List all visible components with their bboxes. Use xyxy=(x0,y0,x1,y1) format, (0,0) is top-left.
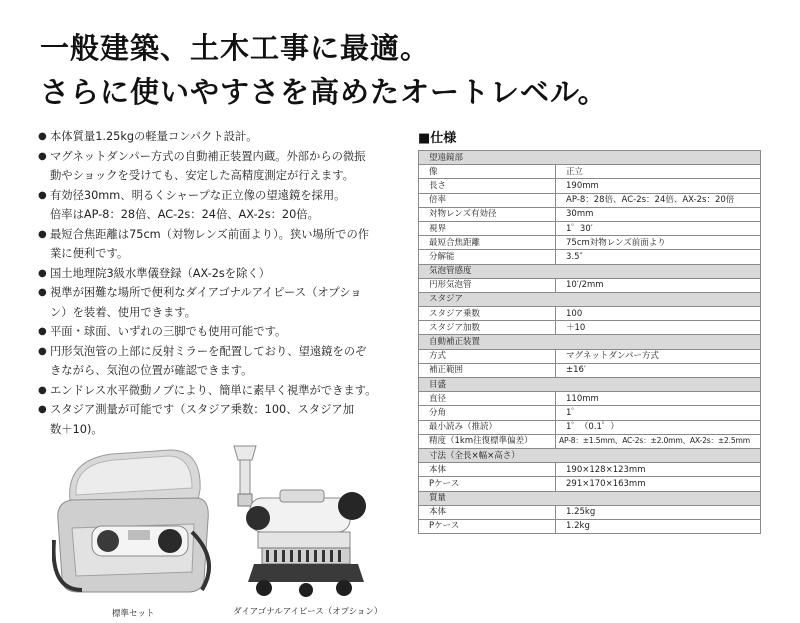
feature-text: ● 国土地理院3級水準儀登録（AX-2sを除く） xyxy=(50,266,270,280)
spec-value: ＋10 xyxy=(556,321,761,335)
spec-key: 円形気泡管 xyxy=(419,278,556,292)
feature-text: ● 本体質量1.25kgの軽量コンパクト設計。 xyxy=(50,130,258,143)
spec-key: 倍率 xyxy=(419,193,556,207)
auto-level-image xyxy=(228,440,368,602)
spec-key: 精度（1km往復標準偏差） xyxy=(419,434,556,448)
spec-value: 30mm xyxy=(556,207,761,221)
spec-value: ±16′ xyxy=(556,363,761,377)
spec-value: AP-8：28倍、AC-2s：24倍、AX-2s：20倍 xyxy=(556,193,761,207)
caption-diagonal-eyepiece: ダイアゴナルアイピース（オプション） xyxy=(233,607,383,617)
feature-text: ● 最短合焦距離は75cm（対物レンズ前面より）。狭い場所での作 xyxy=(50,227,370,241)
spec-key: Pケース xyxy=(419,477,556,491)
spec-section-label: 望遠鏡部 xyxy=(419,151,761,165)
feature-text: ● 円形気泡管の上部に反射ミラーを配置しており、望遠鏡をのぞ xyxy=(50,344,367,358)
spec-row xyxy=(419,463,761,477)
spec-row xyxy=(419,165,761,179)
feature-item xyxy=(38,322,383,342)
feature-text: 動やショックを受けても、安定した高精度測定が行えます。 xyxy=(50,169,354,182)
feature-list xyxy=(38,127,383,439)
feature-text: ン）を装着、使用できます。 xyxy=(50,305,196,319)
spec-value: 110mm xyxy=(556,392,761,406)
feature-text: 数＋10)。 xyxy=(50,422,103,436)
spec-value: 1゜30′ xyxy=(556,221,761,235)
headline-line-1: 一般建築、土木工事に最適。 xyxy=(40,31,431,65)
spec-key: 本体 xyxy=(419,463,556,477)
spec-row xyxy=(419,392,761,406)
spec-row xyxy=(419,406,761,420)
spec-section-row xyxy=(419,264,761,278)
spec-value: マグネットダンパー方式 xyxy=(556,349,761,363)
feature-text: 業に便利です。 xyxy=(50,247,129,260)
feature-text: きながら、気泡の位置が確認できます。 xyxy=(50,364,253,377)
spec-table xyxy=(418,150,761,534)
spec-key: 分角 xyxy=(419,406,556,420)
spec-section-row xyxy=(419,151,761,165)
spec-section-row xyxy=(419,448,761,462)
spec-key: 分解能 xyxy=(419,250,556,264)
feature-text: ● スタジア測量が可能です（スタジア乗数：100、スタジア加 xyxy=(50,403,354,416)
spec-row xyxy=(419,179,761,193)
spec-value: 75cm対物レンズ前面より xyxy=(556,236,761,250)
spec-row xyxy=(419,519,761,533)
spec-section-label: 寸法（全長×幅×高さ） xyxy=(419,448,761,462)
spec-key: Pケース xyxy=(419,519,556,533)
spec-row xyxy=(419,349,761,363)
carrying-case-image xyxy=(52,440,212,595)
spec-value: 100 xyxy=(556,307,761,321)
spec-row xyxy=(419,321,761,335)
spec-value: 1゜（0.1゜） xyxy=(556,420,761,434)
spec-value: 190×128×123mm xyxy=(556,463,761,477)
spec-key: 直径 xyxy=(419,392,556,406)
feature-text: 倍率はAP-8：28倍、AC-2s：24倍、AX-2s：20倍。 xyxy=(50,208,319,221)
feature-item xyxy=(38,186,383,225)
spec-key: スタジア乗数 xyxy=(419,307,556,321)
spec-section-label: スタジア xyxy=(419,292,761,306)
spec-section-row xyxy=(419,378,761,392)
spec-value: 291×170×163mm xyxy=(556,477,761,491)
spec-key: 最小読み（推読） xyxy=(419,420,556,434)
spec-section-row xyxy=(419,491,761,505)
spec-section-label: 自動補正装置 xyxy=(419,335,761,349)
spec-key: 像 xyxy=(419,165,556,179)
spec-section-row xyxy=(419,335,761,349)
headline-line-2: さらに使いやすさを高めたオートレベル。 xyxy=(40,75,608,109)
feature-item xyxy=(38,381,383,401)
spec-row xyxy=(419,477,761,491)
feature-item xyxy=(38,283,383,322)
caption-standard-set: 標準セット xyxy=(112,609,155,619)
spec-row xyxy=(419,221,761,235)
spec-row xyxy=(419,207,761,221)
spec-section-label: 気泡管感度 xyxy=(419,264,761,278)
feature-item xyxy=(38,342,383,381)
spec-section-label: 目盛 xyxy=(419,378,761,392)
spec-key: 本体 xyxy=(419,505,556,519)
spec-key: 対物レンズ有効径 xyxy=(419,207,556,221)
spec-row xyxy=(419,307,761,321)
feature-text: ● 有効径30mm、明るくシャープな正立像の望遠鏡を採用。 xyxy=(50,188,346,202)
spec-key: 方式 xyxy=(419,349,556,363)
feature-item xyxy=(38,127,383,147)
spec-key: 視界 xyxy=(419,221,556,235)
spec-value: 1゜ xyxy=(556,406,761,420)
spec-value: AP-8：±1.5mm、AC-2s：±2.0mm、AX-2s：±2.5mm xyxy=(556,434,761,448)
feature-text: ● マグネットダンパー方式の自動補正装置内蔵。外部からの微振 xyxy=(50,149,366,163)
spec-row xyxy=(419,193,761,207)
spec-section-label: 質量 xyxy=(419,491,761,505)
spec-row xyxy=(419,278,761,292)
spec-key: 最短合焦距離 xyxy=(419,236,556,250)
spec-value: 190mm xyxy=(556,179,761,193)
spec-value: 3.5″ xyxy=(556,250,761,264)
spec-row xyxy=(419,250,761,264)
feature-text: ● 視準が困難な場所で便利なダイアゴナルアイピース（オプショ xyxy=(50,286,362,299)
feature-item xyxy=(38,264,383,284)
spec-section-row xyxy=(419,292,761,306)
spec-row xyxy=(419,505,761,519)
spec-row xyxy=(419,236,761,250)
spec-row xyxy=(419,434,761,448)
feature-item xyxy=(38,225,383,264)
spec-value: 1.25kg xyxy=(556,505,761,519)
spec-value: 10′/2mm xyxy=(556,278,761,292)
spec-key: 補正範囲 xyxy=(419,363,556,377)
spec-key: 長さ xyxy=(419,179,556,193)
spec-value: 正立 xyxy=(556,165,761,179)
spec-value: 1.2kg xyxy=(556,519,761,533)
spec-row xyxy=(419,363,761,377)
feature-text: ● 平面・球面、いずれの三脚でも使用可能です。 xyxy=(50,325,287,338)
feature-item xyxy=(38,400,383,439)
feature-text: ● エンドレス水平微動ノブにより、簡単に素早く視準ができます。 xyxy=(50,383,377,397)
feature-item xyxy=(38,147,383,186)
spec-key: スタジア加数 xyxy=(419,321,556,335)
spec-row xyxy=(419,420,761,434)
spec-title: ■仕様 xyxy=(418,131,457,146)
